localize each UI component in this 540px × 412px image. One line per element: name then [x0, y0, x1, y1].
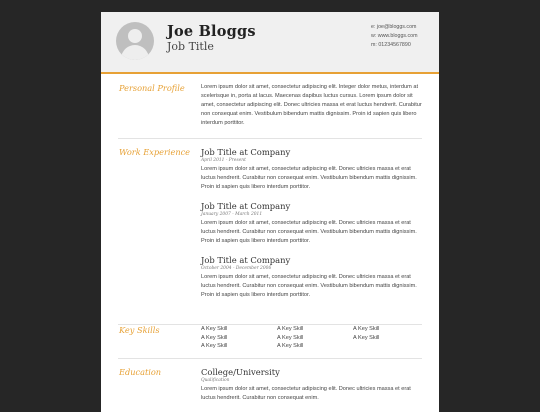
skill-item: A Key Skill	[277, 343, 304, 349]
cv-page	[101, 12, 439, 412]
contact-email[interactable]: e: joe@bloggs.com	[371, 24, 417, 30]
education-qualification: Qualification	[201, 378, 230, 383]
skill-item: A Key Skill	[277, 326, 304, 332]
profile-text: Lorem ipsum dolor sit amet, consectetur adipiscing elit. Integer dolor metus, interdum at scelerisque in, porta at lacus. Maecenas dapibus luctus cursus. Lorem ipsum dolor sit amet, consectetur adipiscing elit. Donec ultricies massa et erat luctus hendrerit. Curabitur non consequat enim. Vestibulum bibendum mattis dignissim. Proin id sapien quis libero interdum porttitor.	[201, 84, 422, 126]
job-dates: April 2011 - Present	[201, 158, 246, 163]
avatar	[116, 22, 154, 60]
skill-item: A Key Skill	[201, 334, 228, 341]
section-title-profile: Personal Profile	[119, 83, 185, 93]
person-job-title: Job Title	[167, 40, 214, 53]
skill-item: A Key Skill	[353, 326, 380, 332]
section-education	[118, 367, 422, 412]
job-entry	[201, 255, 423, 300]
section-title-skills: Key Skills	[119, 325, 160, 335]
education-text: Lorem ipsum dolor sit amet, consectetur adipiscing elit. Donec ultricies massa et erat luctus hendrerit. Curabitur non consequat enim.	[201, 386, 411, 401]
skill-item: A Key Skill	[201, 326, 228, 332]
skill-item: A Key Skill	[277, 334, 304, 341]
avatar-body-shape	[121, 45, 149, 60]
job-title: Job Title at Company	[201, 255, 291, 265]
cv-header	[101, 12, 439, 74]
profile-body	[201, 83, 423, 128]
contact-mobile: m: 01234567890	[371, 42, 411, 48]
job-dates: October 2004 - December 2006	[201, 266, 272, 271]
education-institution: College/University	[201, 367, 280, 377]
job-description: Lorem ipsum dolor sit amet, consectetur adipiscing elit. Donec ultricies massa et erat luctus hendrerit. Curabitur non consequat enim. Vestibulum bibendum mattis dignissim. Proin id sapien quis libero interdum porttitor.	[201, 274, 417, 298]
contact-info	[371, 23, 418, 50]
job-title: Job Title at Company	[201, 201, 291, 211]
education-body	[201, 367, 423, 403]
job-title: Job Title at Company	[201, 147, 291, 157]
skill-item: A Key Skill	[353, 334, 380, 341]
job-entry	[201, 147, 423, 192]
job-description: Lorem ipsum dolor sit amet, consectetur adipiscing elit. Donec ultricies massa et erat luctus hendrerit. Curabitur non consequat enim. Vestibulum bibendum mattis dignissim. Proin id sapien quis libero interdum porttitor.	[201, 220, 417, 244]
skill-item: A Key Skill	[201, 343, 228, 349]
section-title-experience: Work Experience	[119, 147, 191, 157]
section-skills	[118, 325, 422, 359]
job-dates: January 2007 - March 2011	[201, 212, 263, 217]
job-entry	[201, 201, 423, 246]
section-experience	[118, 147, 422, 325]
section-title-education: Education	[119, 367, 162, 377]
person-name: Joe Bloggs	[167, 23, 256, 40]
job-description: Lorem ipsum dolor sit amet, consectetur adipiscing elit. Donec ultricies massa et erat luctus hendrerit. Curabitur non consequat enim. Vestibulum bibendum mattis dignissim. Proin id sapien quis libero interdum porttitor.	[201, 166, 417, 190]
section-profile	[118, 83, 422, 139]
contact-web[interactable]: w: www.bloggs.com	[371, 33, 418, 39]
skills-grid	[201, 325, 423, 351]
avatar-head-shape	[128, 29, 142, 43]
experience-body	[201, 147, 423, 309]
